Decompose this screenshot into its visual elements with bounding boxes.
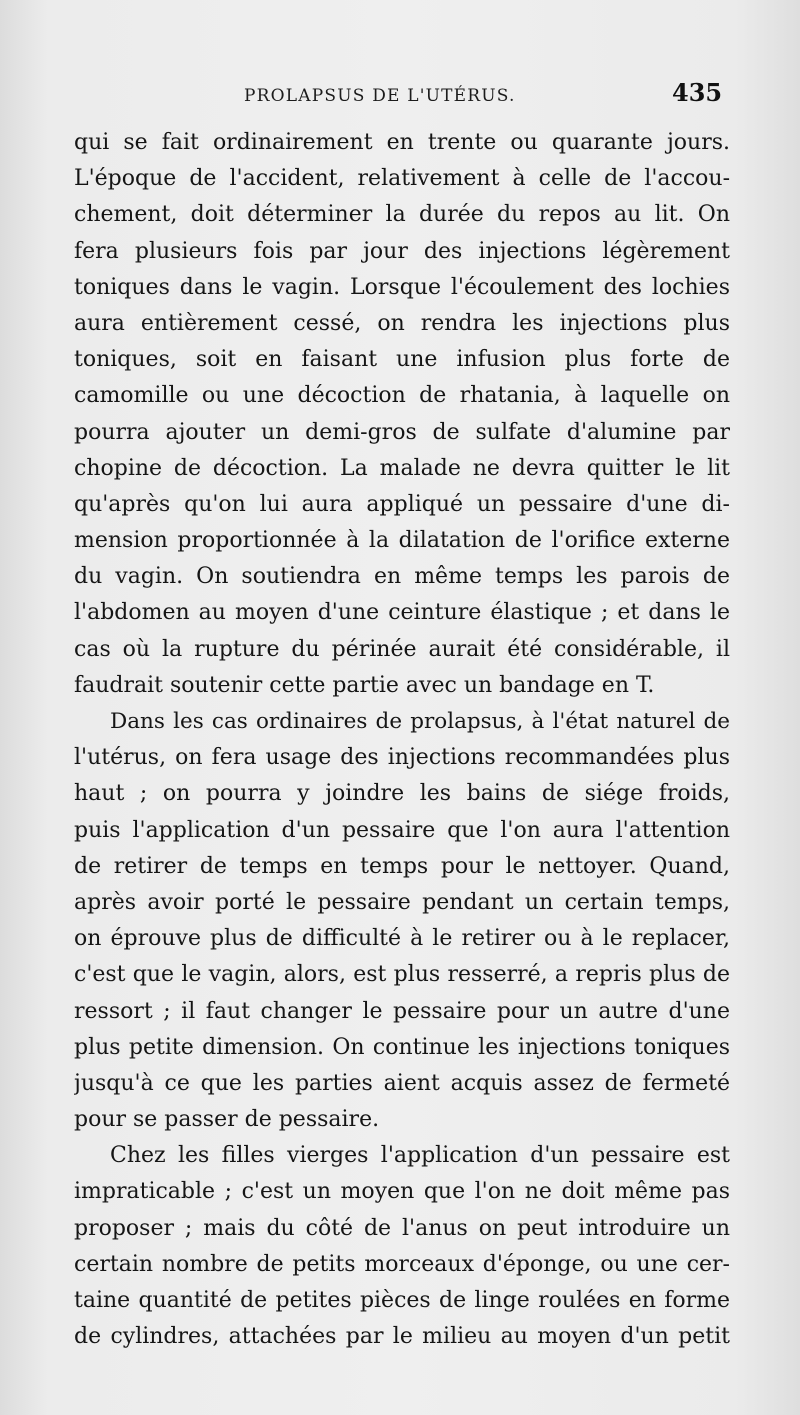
text-line: L'époque de l'accident, relativement à celle de l'accou- — [74, 166, 730, 192]
text-line: chement, doit déterminer la durée du repos au lit. On — [74, 202, 730, 228]
paragraph-start-line: Chez les filles vierges l'application d'un pessaire est — [110, 1143, 730, 1169]
text-line: plus petite dimension. On continue les injections toniques — [74, 1034, 730, 1060]
text-line: qu'après qu'on lui aura appliqué un pessaire d'une di- — [74, 491, 730, 517]
text-line: haut ; on pourra y joindre les bains de siége froids, — [74, 781, 730, 807]
text-line: c'est que le vagin, alors, est plus resserré, a repris plus de — [74, 962, 730, 988]
text-line: jusqu'à ce que les parties aient acquis assez de fermeté — [74, 1070, 730, 1096]
text-line: de retirer de temps en temps pour le nettoyer. Quand, — [74, 853, 730, 879]
text-line: l'utérus, on fera usage des injections recommandées plus — [74, 745, 730, 771]
text-line: mension proportionnée à la dilatation de l'orifice externe — [74, 528, 730, 554]
running-head-title: PROLAPSUS DE L'UTÉRUS. — [244, 86, 516, 106]
text-line: ressort ; il faut changer le pessaire pour un autre d'une — [74, 998, 730, 1024]
text-line: camomille ou une décoction de rhatania, à laquelle on — [74, 383, 730, 409]
text-line: aura entièrement cessé, on rendra les injections plus — [74, 310, 730, 336]
page-number: 435 — [672, 78, 723, 107]
text-line: on éprouve plus de difficulté à le retirer ou à le replacer, — [74, 926, 730, 952]
text-line: chopine de décoction. La malade ne devra quitter le lit — [74, 455, 730, 481]
paragraph-end-line: faudrait soutenir cette partie avec un bandage en T. — [74, 672, 655, 698]
text-line: toniques dans le vagin. Lorsque l'écoulement des lochies — [74, 274, 730, 300]
text-line: du vagin. On soutiendra en même temps les parois de — [74, 564, 730, 590]
text-line: de cylindres, attachées par le milieu au moyen d'un petit — [74, 1324, 730, 1350]
text-line: qui se fait ordinairement en trente ou quarante jours. — [74, 130, 730, 155]
text-line: taine quantité de petites pièces de linge roulées en forme — [74, 1288, 730, 1313]
text-line: pourra ajouter un demi-gros de sulfate d'alumine par — [74, 419, 730, 445]
text-line: puis l'application d'un pessaire que l'on aura l'attention — [74, 817, 730, 843]
paragraph-end-line: pour se passer de pessaire. — [74, 1107, 380, 1133]
text-line: proposer ; mais du côté de l'anus on peut introduire un — [74, 1215, 730, 1241]
text-line: toniques, soit en faisant une infusion plus forte de — [74, 347, 730, 373]
text-line: après avoir porté le pessaire pendant un certain temps, — [74, 889, 730, 915]
running-head — [0, 78, 800, 114]
text-line: fera plusieurs fois par jour des injections légèrement — [74, 238, 730, 264]
paragraph-start-line: Dans les cas ordinaires de prolapsus, à l'état naturel de — [110, 709, 730, 734]
text-line: impraticable ; c'est un moyen que l'on ne doit même pas — [74, 1179, 730, 1205]
text-line: l'abdomen au moyen d'une ceinture élastique ; et dans le — [74, 600, 730, 626]
body-text — [74, 125, 730, 1355]
text-line: certain nombre de petits morceaux d'éponge, ou une cer- — [74, 1251, 730, 1277]
text-line: cas où la rupture du périnée aurait été considérable, il — [74, 636, 730, 662]
